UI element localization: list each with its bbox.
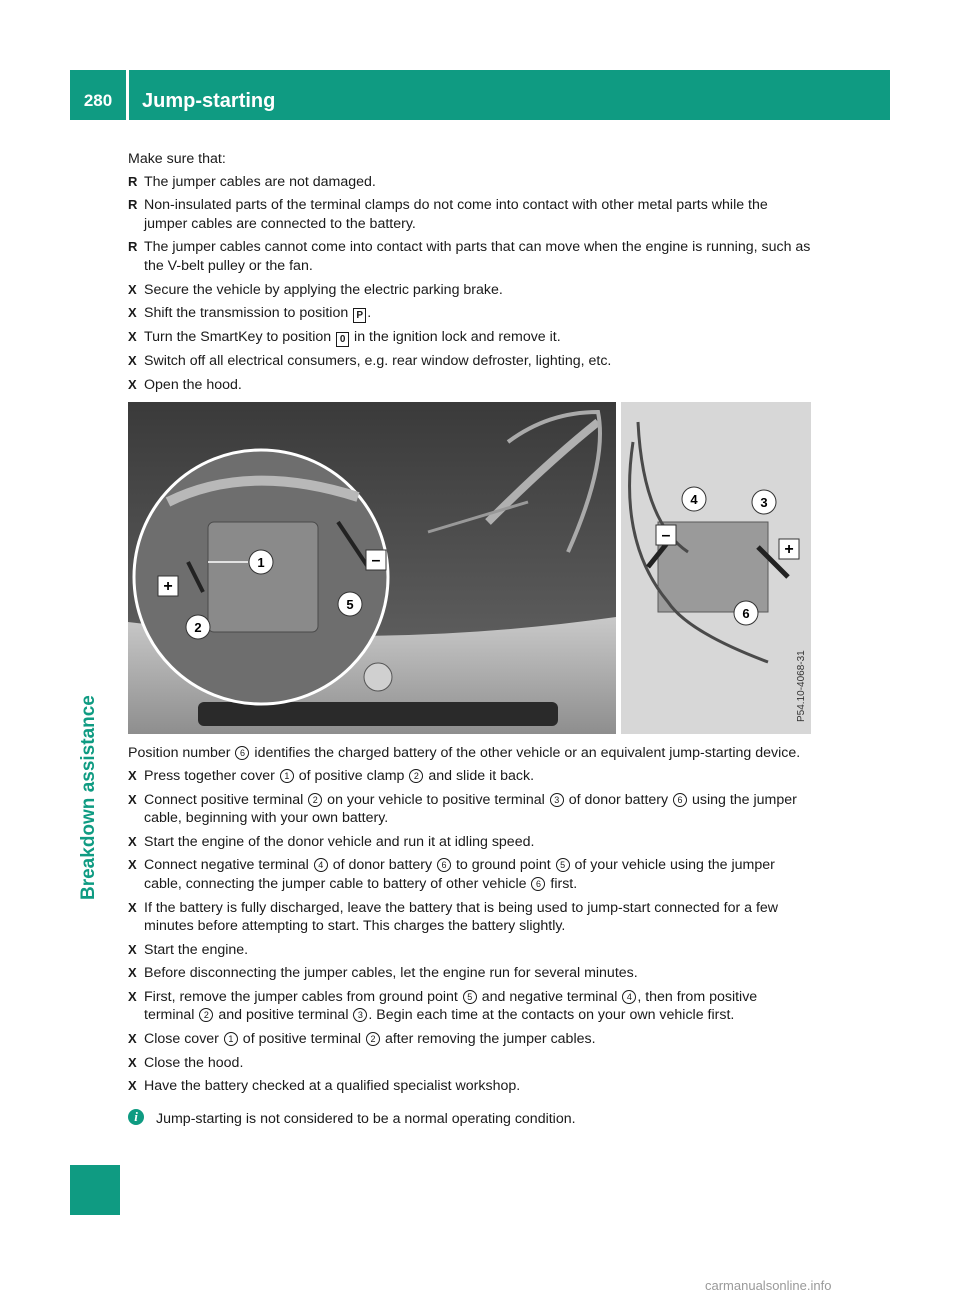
bullet-marker: R [128,239,138,255]
header-divider [126,70,129,120]
page-content [128,150,811,1128]
step-item: X Start the engine. [128,941,249,958]
step-item: X First, remove the jumper cables from ground point 5 and negative terminal 4 , then from positive terminal 2 and positive terminal 3 . Begin each time at the contacts on your own vehicle first. [128,988,758,1024]
plus-sign: + [163,578,173,596]
jump-start-figure [128,402,811,734]
step-item: X Open the hood. [128,376,242,393]
step-item: X Connect positive terminal 2 on your vehicle to positive terminal 3 of donor battery 6 using the jumper cable, beginning with your own battery. [128,791,797,827]
svg-text:6: 6 [742,606,750,622]
step-marker: X [128,353,137,369]
bullet-item: R Non-insulated parts of the terminal clamps do not come into contact with other metal parts while the jumper cables are connected to the battery. [128,197,768,232]
step-item: X Secure the vehicle by applying the electric parking brake. [128,281,503,298]
bullet-marker: R [128,197,138,213]
battery-cover [208,522,318,632]
step-item: X Close cover 1 of positive terminal 2 after removing the jumper cables. [128,1031,596,1048]
bullet-marker: R [128,173,138,189]
figure-caption: Position number 6 identifies the charged battery of the other vehicle or an equivalent jump-starting device. [128,745,801,762]
info-icon: i [128,1109,144,1125]
star-emblem [364,663,392,691]
step-marker: X [128,376,137,392]
section-title: Jump-starting [142,90,276,112]
step-item: X Connect negative terminal 4 of donor battery 6 to ground point 5 of your vehicle using the jumper cable, connecting the jumper cable to battery of other vehicle 6 first. [128,857,775,892]
plus-sign-donor: + [784,541,794,559]
page-number: 280 [83,91,113,110]
step-item: X Switch off all electrical consumers, e.g. rear window defroster, lighting, etc. [128,353,612,370]
minus-sign: – [371,552,381,570]
step-marker: X [128,329,137,345]
step-marker: X [128,281,137,297]
engine-bay-illustration [128,402,811,734]
grille [198,702,558,726]
step-item: X Close the hood. [128,1054,244,1071]
step-item: X Before disconnecting the jumper cables, let the engine run for several minutes. [128,965,638,982]
step-item: X Turn the SmartKey to position 0 in the ignition lock and remove it. [128,329,561,346]
watermark: carmanualsonline.info [705,1278,832,1293]
bullet-item: R The jumper cables cannot come into contact with parts that can move when the engine is running, such as the V-belt pulley or the fan. [128,239,811,274]
step-item: X Start the engine of the donor vehicle and run it at idling speed. [128,833,535,850]
step-item: X Shift the transmission to position P . [128,305,372,322]
svg-text:3: 3 [760,495,768,511]
svg-text:1: 1 [257,555,265,571]
figure-code: P54.10-4068-31 [796,650,807,723]
minus-sign-donor: – [661,527,671,545]
step-item: X Press together cover 1 of positive clamp 2 and slide it back. [128,767,535,784]
key-position-symbol: 0 [336,332,349,347]
step-item: X Have the battery checked at a qualified specialist workshop. [128,1078,521,1095]
step-item: X If the battery is fully discharged, leave the battery that is being used to jump-start connected for a few minutes before attempting to start. This charges the battery slightly. [128,899,779,935]
intro-text: Make sure that: [128,151,226,167]
side-tab-label: Breakdown assistance [78,695,99,900]
svg-text:5: 5 [346,597,354,613]
bullet-item: R The jumper cables are not damaged. [128,173,376,190]
side-tab-block [70,1165,120,1215]
step-marker: X [128,305,137,321]
svg-text:2: 2 [194,620,202,636]
info-note: i Jump-starting is not considered to be a normal operating condition. [128,1110,811,1129]
gear-p-symbol: P [353,308,366,323]
svg-text:4: 4 [690,492,698,508]
